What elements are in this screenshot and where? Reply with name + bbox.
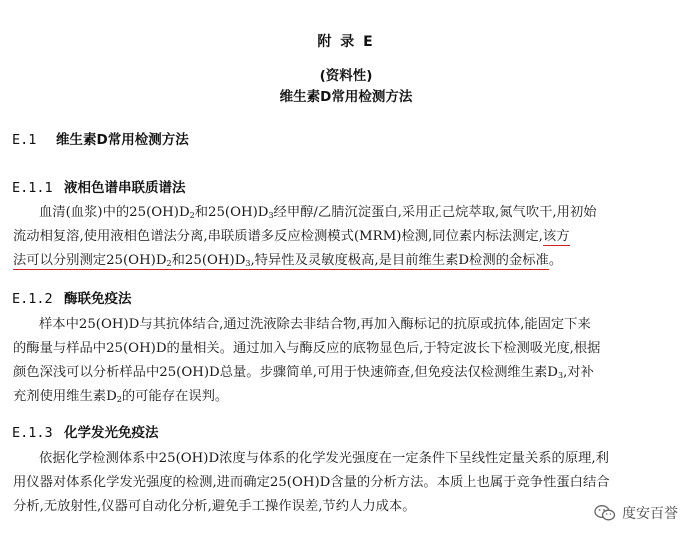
section-number: E.1 bbox=[12, 132, 37, 148]
section-number: E.1.3 bbox=[12, 425, 53, 441]
section-e12-heading bbox=[12, 287, 132, 307]
paragraph-line: 法可以分别测定$25(OH)D_2$和$25(OH)D_3$,特异性及灵敏度极高,是目前维生素D检测的金标准。 bbox=[13, 253, 563, 268]
section-number: E.1.2 bbox=[12, 291, 53, 307]
paragraph-line: 分析,无放射性,仪器可自动化分析,避免手工操作误差,节约人力成本。 bbox=[13, 499, 416, 514]
section-e11-paragraph bbox=[13, 201, 681, 273]
watermark bbox=[594, 503, 678, 523]
watermark-text: 度安百誉 bbox=[622, 506, 678, 522]
wechat-icon bbox=[594, 504, 616, 522]
section-e13-heading bbox=[12, 421, 159, 441]
section-e12-paragraph bbox=[13, 313, 681, 409]
paragraph-line: 用仪器对体系化学发光强度的检测,进而确定25(OH)D含量的分析方法。本质上也属于竞争性蛋白结合 bbox=[13, 475, 610, 490]
section-title: 液相色谱串联质谱法 bbox=[64, 180, 186, 196]
section-number: E.1.1 bbox=[12, 180, 53, 196]
paragraph-line: 充剂使用维生素$D_2$的可能存在误判。 bbox=[13, 389, 229, 404]
paragraph-line: 颜色深浅可以分析样品中25(OH)D总量。步骤简单,可用于快速筛查,但免疫法仅检测维生素$D_3$,对补 bbox=[13, 365, 594, 380]
highlight-underline: 该方 bbox=[542, 229, 570, 244]
paragraph-line: 样本中25(OH)D与其抗体结合,通过洗液除去非结合物,再加入酶标记的抗原或抗体,能固定下来 bbox=[39, 317, 591, 332]
paragraph-line: 的酶量与样品中25(OH)D的量相关。通过加入与酶反应的底物显色后,于特定波长下检测吸光度,根据 bbox=[13, 341, 601, 356]
highlight-underline: 法可以分别测定$25(OH)D_2$和$25(OH)D_3$,特异性及灵敏度极高,是目前维生素D检测的金标准 bbox=[13, 253, 549, 268]
paragraph-line: 依据化学检测体系中25(OH)D浓度与体系的化学发光强度在一定条件下呈线性定量关系的原理,利 bbox=[39, 451, 609, 466]
section-e1-heading bbox=[12, 128, 189, 148]
section-e11-heading bbox=[12, 176, 186, 196]
appendix-heading: 附 录 E bbox=[317, 34, 375, 50]
appendix-title: 维生素D常用检测方法 bbox=[279, 89, 413, 105]
section-title: 酶联免疫法 bbox=[64, 291, 132, 307]
section-e13-paragraph bbox=[13, 447, 681, 519]
appendix-nature: (资料性) bbox=[319, 68, 373, 84]
paragraph-line: 血清(血浆)中的$25(OH)D_2$和$25(OH)D_3$经甲醇/乙腈沉淀蛋白,采用正己烷萃取,氮气吹干,用初始 bbox=[39, 205, 597, 220]
section-title: 化学发光免疫法 bbox=[64, 425, 159, 441]
paragraph-line: 流动相复溶,使用液相色谱法分离,串联质谱多反应检测模式(MRM)检测,同位素内标法测定,该方 bbox=[13, 229, 570, 244]
section-title: 维生素D常用检测方法 bbox=[56, 132, 189, 148]
